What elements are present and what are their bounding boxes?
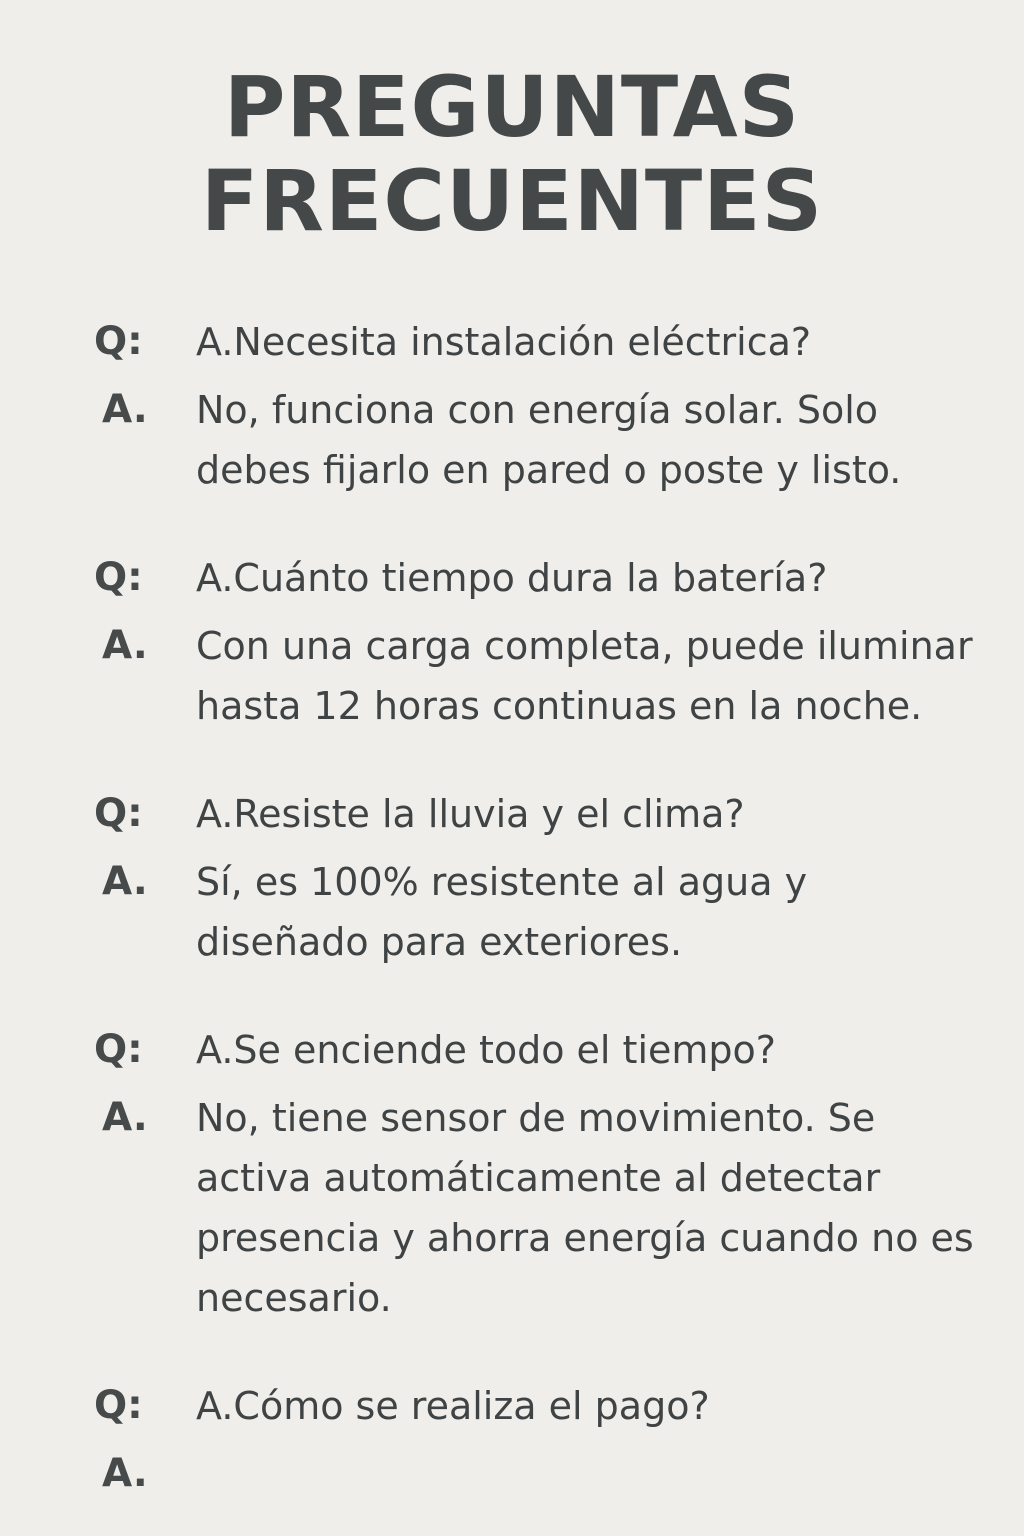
question-marker: Q: bbox=[94, 791, 143, 836]
question-text: A.Necesita instalación eléctrica? bbox=[196, 320, 812, 364]
question-text: A.Cómo se realiza el pago? bbox=[196, 1384, 710, 1428]
faq-item-1 bbox=[94, 312, 984, 500]
question-text: A.Cuánto tiempo dura la batería? bbox=[196, 556, 828, 600]
faq-item-3 bbox=[94, 784, 984, 972]
answer-marker: A. bbox=[102, 859, 148, 904]
question-row bbox=[94, 312, 984, 380]
question-row bbox=[94, 784, 984, 852]
faq-item-4 bbox=[94, 1020, 984, 1328]
answer-marker: A. bbox=[102, 387, 148, 432]
answer-text: No, funciona con energía solar. Solo debes fijarlo en pared o poste y listo. bbox=[196, 388, 902, 492]
answer-marker: A. bbox=[102, 1451, 148, 1496]
question-text: A.Se enciende todo el tiempo? bbox=[196, 1028, 776, 1072]
page-title-line-2: FRECUENTES bbox=[200, 152, 824, 250]
question-text: A.Resiste la lluvia y el clima? bbox=[196, 792, 745, 836]
answer-marker: A. bbox=[102, 623, 148, 668]
page-title-line-1: PREGUNTAS bbox=[223, 58, 801, 156]
question-marker: Q: bbox=[94, 319, 143, 364]
answer-text: No, tiene sensor de movimiento. Se activa automáticamente al detectar presencia y ahorra energía cuando no es necesario. bbox=[196, 1096, 974, 1320]
faq-item-2 bbox=[94, 548, 984, 736]
question-row bbox=[94, 1376, 984, 1444]
question-row bbox=[94, 548, 984, 616]
question-marker: Q: bbox=[94, 1383, 143, 1428]
question-marker: Q: bbox=[94, 1027, 143, 1072]
answer-row bbox=[94, 380, 984, 500]
answer-row-cut-off bbox=[94, 1444, 984, 1496]
page-title bbox=[0, 60, 1024, 248]
faq-item-5 bbox=[94, 1376, 984, 1496]
answer-row bbox=[94, 852, 984, 972]
question-row bbox=[94, 1020, 984, 1088]
answer-text: Sí, es 100% resistente al agua y diseñado para exteriores. bbox=[196, 860, 808, 964]
question-marker: Q: bbox=[94, 555, 143, 600]
answer-row bbox=[94, 1088, 984, 1328]
faq-list bbox=[94, 312, 984, 1514]
answer-row bbox=[94, 616, 984, 736]
answer-marker: A. bbox=[102, 1095, 148, 1140]
answer-text: Con una carga completa, puede iluminar hasta 12 horas continuas en la noche. bbox=[196, 624, 973, 728]
